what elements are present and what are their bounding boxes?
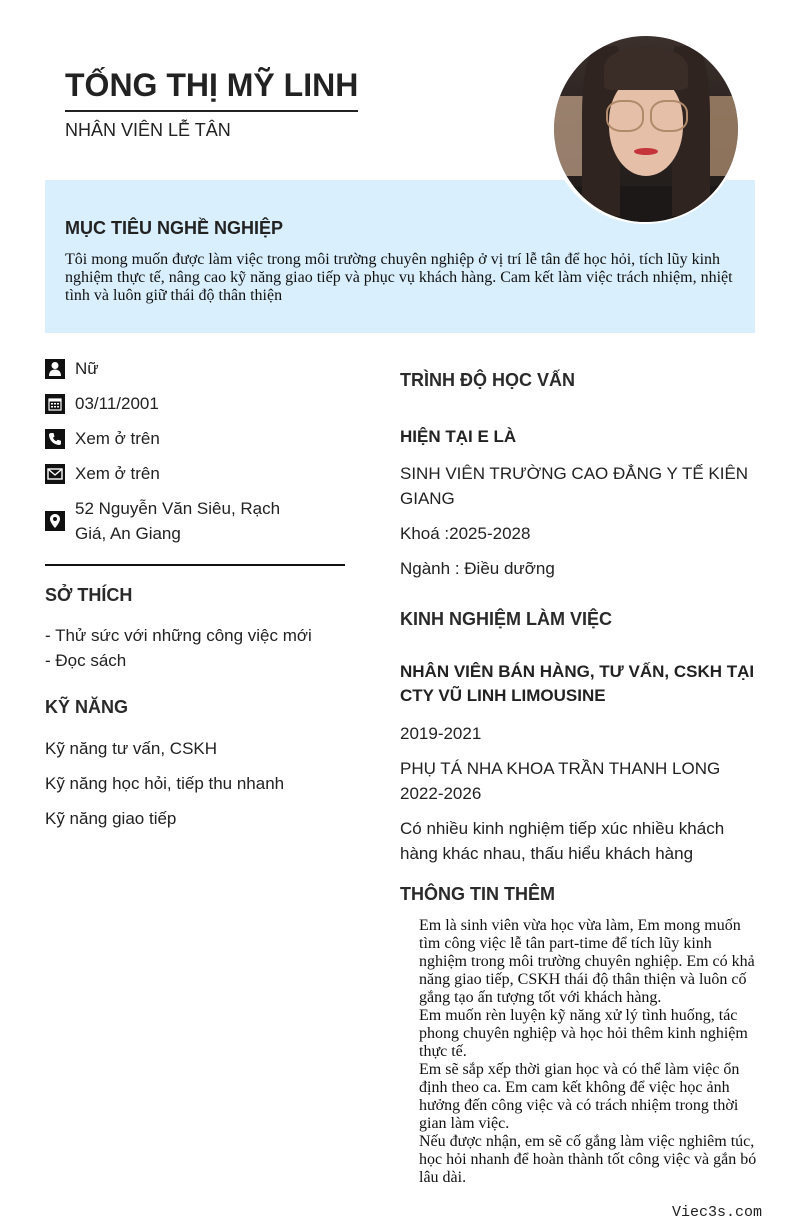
avatar xyxy=(549,32,741,224)
experience-description: Có nhiều kinh nghiệm tiếp xúc nhiều khách hàng khác nhau, thấu hiểu khách hàng xyxy=(400,819,725,863)
birthdate-value: 03/11/2001 xyxy=(75,394,159,413)
email-icon xyxy=(45,464,65,484)
education-details xyxy=(400,461,755,591)
hobby-item: - Thử sức với những công việc mới xyxy=(45,626,312,645)
address-value: 52 Nguyễn Văn Siêu, Rạch Giá, An Giang xyxy=(75,499,281,543)
watermark: Viec3s.com xyxy=(672,1204,763,1221)
skill-item: Kỹ năng học hỏi, tiếp thu nhanh xyxy=(45,774,285,793)
phone-value: Xem ở trên xyxy=(75,429,160,448)
calendar-icon xyxy=(45,394,65,414)
more-info-text xyxy=(419,917,759,1187)
skill-item: Kỹ năng giao tiếp xyxy=(45,809,177,828)
objective-text: Tôi mong muốn được làm việc trong môi trường chuyên nghiệp ở vị trí lễ tân để học hỏi, tích lũy kinh nghiệm thực tế, nâng cao kỹ năng giao tiếp và phục vụ khách hàng. Cam kết làm việc trách nhiệm, nhiệt tình và luôn giữ thái độ thân thiện xyxy=(65,251,733,304)
education-course: Khoá :2025-2028 xyxy=(400,524,531,543)
hobby-item: - Đọc sách xyxy=(45,651,127,670)
contact-birthdate xyxy=(45,391,345,416)
skills-heading: KỸ NĂNG xyxy=(45,697,129,717)
job-position: NHÂN VIÊN LỄ TÂN xyxy=(65,120,231,140)
contact-phone xyxy=(45,426,345,451)
experience-heading: KINH NGHIỆM LÀM VIỆC xyxy=(400,609,613,629)
skill-item: Kỹ năng tư vấn, CSKH xyxy=(45,739,218,758)
more-info-heading: THÔNG TIN THÊM xyxy=(400,884,555,904)
skills-list xyxy=(45,736,345,841)
contact-gender xyxy=(45,356,345,381)
location-icon xyxy=(45,511,65,531)
education-heading: TRÌNH ĐỘ HỌC VẤN xyxy=(400,370,575,390)
avatar-photo xyxy=(554,36,738,222)
experience-job2-period: 2022-2026 xyxy=(400,784,482,803)
education-major: Ngành : Điều dưỡng xyxy=(400,559,555,578)
contact-info xyxy=(45,356,345,556)
experience-job2-title: PHỤ TÁ NHA KHOA TRẦN THANH LONG xyxy=(400,759,721,778)
section-divider xyxy=(45,564,345,566)
more-info-paragraph: Em muốn rèn luyện kỹ năng xử lý tình huống, tác phong chuyên nghiệp và học hỏi thêm kinh nghiệm thực tế. xyxy=(419,1007,748,1060)
person-icon xyxy=(45,359,65,379)
gender-value: Nữ xyxy=(75,359,99,378)
experience-job-title: NHÂN VIÊN BÁN HÀNG, TƯ VẤN, CSKH TẠI CTY VŨ LINH LIMOUSINE xyxy=(400,662,755,705)
hobbies-list xyxy=(45,623,345,673)
more-info-paragraph: Em sẽ sắp xếp thời gian học và có thể làm việc ổn định theo ca. Em cam kết không để việc học ảnh hưởng đến công việc và có trách nhiệm trong thời gian làm việc. xyxy=(419,1061,740,1132)
more-info-paragraph: Nếu được nhận, em sẽ cố gắng làm việc nghiêm túc, học hỏi nhanh để hoàn thành tốt công việc và gắn bó lâu dài. xyxy=(419,1133,757,1186)
objective-heading: MỤC TIÊU NGHỀ NGHIỆP xyxy=(65,218,284,238)
contact-email xyxy=(45,461,345,486)
phone-icon xyxy=(45,429,65,449)
more-info-paragraph: Em là sinh viên vừa học vừa làm, Em mong muốn tìm công việc lễ tân part-time để tích lũy kinh nghiệm trong môi trường chuyên nghiệp. Em có khả năng giao tiếp, CSKH thái độ thân thiện và luôn cố gắng tạo ấn tượng tốt với khách hàng. xyxy=(419,917,755,1006)
email-value: Xem ở trên xyxy=(75,464,160,483)
hobbies-heading: SỞ THÍCH xyxy=(45,585,133,605)
experience-entry xyxy=(400,756,755,806)
experience-period: 2019-2021 xyxy=(400,724,482,743)
contact-address xyxy=(45,496,345,546)
education-school: SINH VIÊN TRƯỜNG CAO ĐẲNG Y TẾ KIÊN GIANG xyxy=(400,464,749,508)
education-subtitle: HIỆN TẠI E LÀ xyxy=(400,427,517,446)
experience-details xyxy=(400,721,755,876)
candidate-name: TỐNG THỊ MỸ LINH xyxy=(65,66,358,112)
